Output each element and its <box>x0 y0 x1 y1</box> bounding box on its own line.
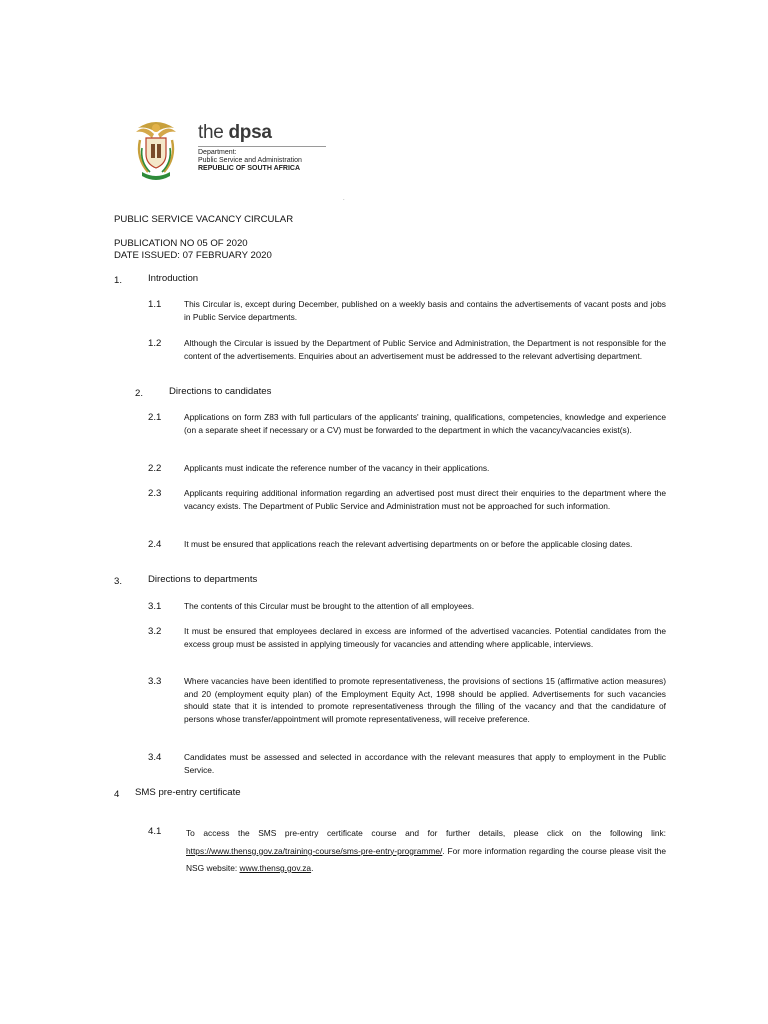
brand-department-name: Public Service and Administration <box>198 157 302 164</box>
item-number: 3.2 <box>148 626 162 637</box>
item-number: 1.2 <box>148 338 162 349</box>
brand-divider <box>198 146 326 147</box>
item-text: Although the Circular is issued by the Department of Public Service and Administration, the Department is not responsible for the content of the advertisements. Enquiries about an advertisement must be addressed to the relevant advertising department. <box>184 338 666 361</box>
section-title: Introduction <box>148 273 199 284</box>
item-number: 1.1 <box>148 299 162 310</box>
item-text: It must be ensured that employees declared in excess are informed of the advertised vacancies. Potential candidates from the excess group must be assisted in applying timeously for vacancies and attending where applicable, interviews. <box>184 626 666 649</box>
section-title: Directions to departments <box>148 574 258 585</box>
section-title: Directions to candidates <box>169 386 272 397</box>
date-issued: DATE ISSUED: 07 FEBRUARY 2020 <box>114 250 272 261</box>
item-text: Applicants must indicate the reference number of the vacancy in their applications. <box>184 463 490 473</box>
item-text <box>186 825 666 878</box>
item-number: 3.4 <box>148 752 162 763</box>
item-text: This Circular is, except during December, published on a weekly basis and contains the advertisements of vacant posts and jobs in Public Service departments. <box>184 299 666 322</box>
nsg-website-link[interactable]: www.thensg.gov.za <box>239 863 312 873</box>
item-number: 3.3 <box>148 676 162 687</box>
item-text: It must be ensured that applications reach the relevant advertising departments on or before the applicable closing dates. <box>184 539 633 549</box>
circular-title: PUBLIC SERVICE VACANCY CIRCULAR <box>114 214 294 225</box>
item-text: Applications on form Z83 with full particulars of the applicants' training, qualifications, competencies, knowledge and experience (on a separate sheet if necessary or a CV) must be forwarded to the department in which the vacancy/vacancies exist(s). <box>184 412 666 435</box>
stray-dot: . <box>343 196 345 202</box>
item-text: Applicants requiring additional information regarding an advertised post must direct their enquiries to the department where the vacancy exists. The Department of Public Service and Administration must not be approached for such information. <box>184 488 666 511</box>
brand-name: the dpsa <box>198 122 272 143</box>
item-text: Candidates must be assessed and selected in accordance with the relevant measures that apply to employment in the Public Service. <box>184 752 666 775</box>
section-number: 3. <box>114 576 123 587</box>
item-number: 2.2 <box>148 463 162 474</box>
item-text: The contents of this Circular must be brought to the attention of all employees. <box>184 601 475 611</box>
brand-department-label: Department: <box>198 149 237 156</box>
item-text-middle: . For more information regarding the course please visit the NSG website: <box>186 845 666 873</box>
item-number: 3.1 <box>148 601 162 612</box>
section-number: 4 <box>114 789 120 800</box>
item-number: 2.1 <box>148 412 162 423</box>
publication-number: PUBLICATION NO 05 OF 2020 <box>114 238 248 249</box>
item-text-after: . <box>311 863 314 873</box>
section-title: SMS pre-entry certificate <box>135 787 241 798</box>
item-number: 2.3 <box>148 488 162 499</box>
item-text: Where vacancies have been identified to promote representativeness, the provisions of sections 15 (affirmative action measures) and 20 (employment equity plan) of the Employment Equity Act, 1998 should be applied. Advertisements for such vacancies should state that it is intended to promote representativeness through the filling of the vacancy and that the candidature of persons whose transfer/appointment will promote representativeness, will receive preference. <box>184 676 666 724</box>
item-text-before: To access the SMS pre-entry certificate course and for further details, please click on the following link: <box>186 828 666 838</box>
brand-country: REPUBLIC OF SOUTH AFRICA <box>198 165 301 172</box>
item-number: 4.1 <box>148 826 162 837</box>
item-number: 2.4 <box>148 539 162 550</box>
section-number: 2. <box>135 388 144 399</box>
sms-course-link[interactable]: https://www.thensg.gov.za/training-course/sms-pre-entry-programme/ <box>186 845 443 856</box>
section-number: 1. <box>114 275 123 286</box>
